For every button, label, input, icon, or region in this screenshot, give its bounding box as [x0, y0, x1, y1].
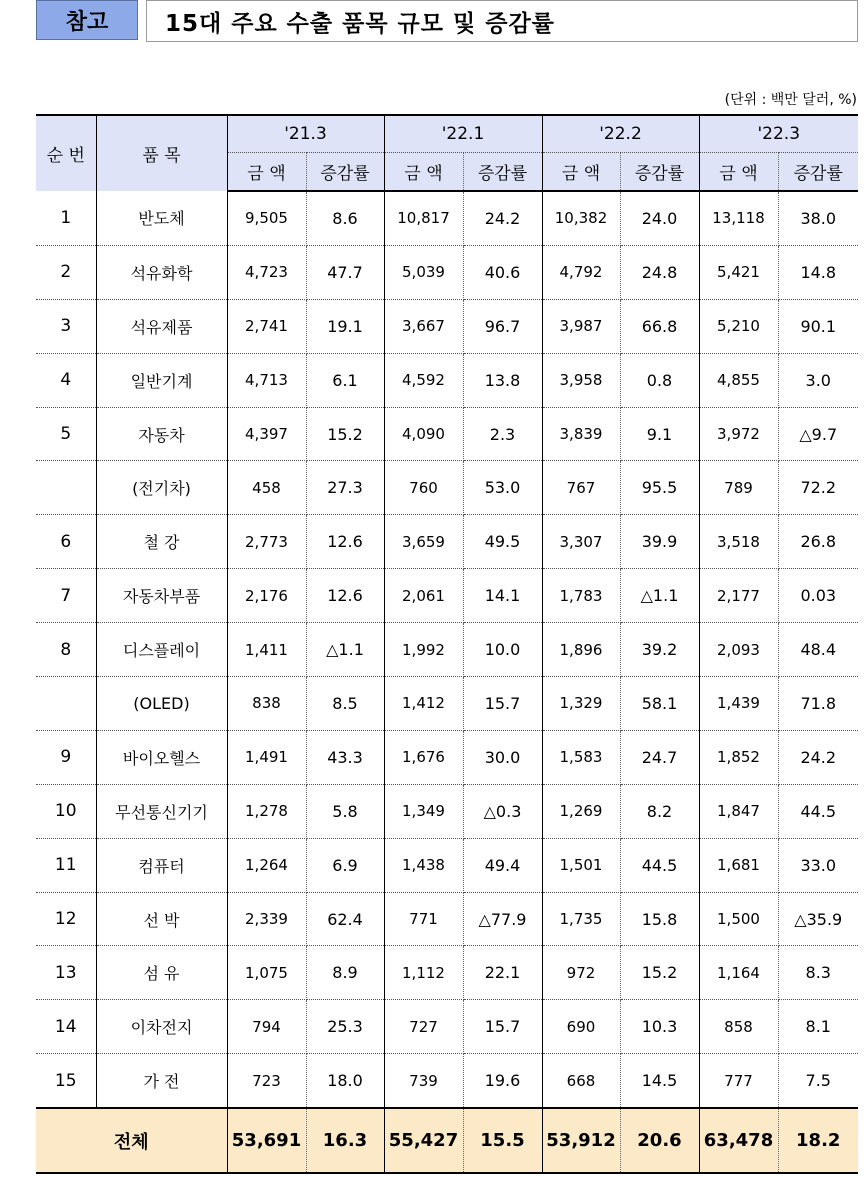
amount-cell: 5,210 [699, 299, 778, 353]
amount-cell: 1,681 [699, 838, 778, 892]
rate-cell: 8.6 [306, 191, 384, 245]
amount-cell: 13,118 [699, 191, 778, 245]
amount-cell: 727 [384, 1000, 463, 1054]
total-label: 전체 [36, 1108, 227, 1173]
table-row [36, 1054, 858, 1108]
row-number: 3 [36, 299, 96, 353]
row-item: 반도체 [96, 191, 227, 245]
row-item: (OLED) [96, 677, 227, 731]
rate-cell: 14.8 [778, 245, 858, 299]
amount-cell: 4,713 [227, 353, 306, 407]
rate-cell: 14.5 [620, 1054, 699, 1108]
amount-cell: 1,896 [542, 623, 620, 677]
row-item: 석유화학 [96, 245, 227, 299]
rate-cell: 13.8 [463, 353, 542, 407]
rate-cell: 44.5 [778, 784, 858, 838]
rate-cell: △1.1 [306, 623, 384, 677]
rate-cell: 10.0 [463, 623, 542, 677]
row-item: 일반기계 [96, 353, 227, 407]
row-number: 4 [36, 353, 96, 407]
table-row [36, 569, 858, 623]
row-item: 석유제품 [96, 299, 227, 353]
rate-cell: 0.03 [778, 569, 858, 623]
rate-cell: 19.1 [306, 299, 384, 353]
rate-cell: 12.6 [306, 515, 384, 569]
amount-cell: 1,349 [384, 784, 463, 838]
amount-cell: 1,847 [699, 784, 778, 838]
unit-note: (단위 : 백만 달러, %) [724, 92, 857, 108]
rate-cell: 12.6 [306, 569, 384, 623]
rate-cell: 72.2 [778, 461, 858, 515]
rate-cell: 19.6 [463, 1054, 542, 1108]
amount-cell: 4,592 [384, 353, 463, 407]
amount-cell: 794 [227, 1000, 306, 1054]
rate-cell: 24.8 [620, 245, 699, 299]
row-item: 섬 유 [96, 946, 227, 1000]
amount-cell: 458 [227, 461, 306, 515]
rate-cell: △0.3 [463, 784, 542, 838]
rate-cell: 48.4 [778, 623, 858, 677]
rate-cell: 15.2 [306, 407, 384, 461]
row-number: 2 [36, 245, 96, 299]
rate-cell: 66.8 [620, 299, 699, 353]
total-rate: 15.5 [463, 1108, 542, 1173]
amount-cell: 10,817 [384, 191, 463, 245]
amount-cell: 4,090 [384, 407, 463, 461]
amount-cell: 2,339 [227, 892, 306, 946]
total-amount: 53,912 [542, 1108, 620, 1173]
amount-cell: 767 [542, 461, 620, 515]
amount-cell: 1,278 [227, 784, 306, 838]
total-rate: 20.6 [620, 1108, 699, 1173]
amount-cell: 4,792 [542, 245, 620, 299]
amount-cell: 1,411 [227, 623, 306, 677]
amount-cell: 3,659 [384, 515, 463, 569]
rate-cell: 7.5 [778, 1054, 858, 1108]
rate-cell: 22.1 [463, 946, 542, 1000]
amount-cell: 3,987 [542, 299, 620, 353]
rate-cell: 3.0 [778, 353, 858, 407]
amount-cell: 1,438 [384, 838, 463, 892]
header-rate: 증감률 [306, 153, 384, 192]
row-item: 자동차 [96, 407, 227, 461]
total-amount: 63,478 [699, 1108, 778, 1173]
amount-cell: 1,329 [542, 677, 620, 731]
amount-cell: 739 [384, 1054, 463, 1108]
amount-cell: 972 [542, 946, 620, 1000]
header-period: '21.3 [227, 115, 384, 153]
rate-cell: 26.8 [778, 515, 858, 569]
page-title: 15대 주요 수출 품목 규모 및 증감률 [146, 0, 858, 42]
row-item: (전기차) [96, 461, 227, 515]
amount-cell: 2,773 [227, 515, 306, 569]
amount-cell: 3,958 [542, 353, 620, 407]
rate-cell: 49.5 [463, 515, 542, 569]
row-item: 가 전 [96, 1054, 227, 1108]
rate-cell: 6.1 [306, 353, 384, 407]
amount-cell: 3,839 [542, 407, 620, 461]
amount-cell: 3,972 [699, 407, 778, 461]
rate-cell: 38.0 [778, 191, 858, 245]
rate-cell: 95.5 [620, 461, 699, 515]
table-row [36, 245, 858, 299]
rate-cell: 39.9 [620, 515, 699, 569]
amount-cell: 1,583 [542, 730, 620, 784]
header-period: '22.1 [384, 115, 542, 153]
row-number [36, 461, 96, 515]
row-item: 철 강 [96, 515, 227, 569]
rate-cell: 96.7 [463, 299, 542, 353]
rate-cell: 58.1 [620, 677, 699, 731]
amount-cell: 1,992 [384, 623, 463, 677]
table-row [36, 353, 858, 407]
total-row [36, 1108, 858, 1173]
rate-cell: 44.5 [620, 838, 699, 892]
amount-cell: 1,501 [542, 838, 620, 892]
row-number: 11 [36, 838, 96, 892]
table-row [36, 299, 858, 353]
amount-cell: 4,723 [227, 245, 306, 299]
table-row [36, 515, 858, 569]
amount-cell: 10,382 [542, 191, 620, 245]
table-row [36, 461, 858, 515]
row-item: 무선통신기기 [96, 784, 227, 838]
rate-cell: 15.7 [463, 677, 542, 731]
rate-cell: 14.1 [463, 569, 542, 623]
rate-cell: 8.5 [306, 677, 384, 731]
amount-cell: 5,039 [384, 245, 463, 299]
rate-cell: 8.1 [778, 1000, 858, 1054]
rate-cell: 24.0 [620, 191, 699, 245]
row-number: 9 [36, 730, 96, 784]
row-item: 디스플레이 [96, 623, 227, 677]
rate-cell: 30.0 [463, 730, 542, 784]
rate-cell: 8.3 [778, 946, 858, 1000]
amount-cell: 3,307 [542, 515, 620, 569]
header-no: 순 번 [36, 115, 96, 191]
header-rate: 증감률 [463, 153, 542, 192]
amount-cell: 690 [542, 1000, 620, 1054]
rate-cell: 47.7 [306, 245, 384, 299]
rate-cell: 15.2 [620, 946, 699, 1000]
amount-cell: 1,269 [542, 784, 620, 838]
table-row [36, 677, 858, 731]
amount-cell: 1,500 [699, 892, 778, 946]
amount-cell: 760 [384, 461, 463, 515]
amount-cell: 789 [699, 461, 778, 515]
rate-cell: 90.1 [778, 299, 858, 353]
amount-cell: 2,061 [384, 569, 463, 623]
amount-cell: 1,164 [699, 946, 778, 1000]
amount-cell: 838 [227, 677, 306, 731]
amount-cell: 1,264 [227, 838, 306, 892]
row-item: 이차전지 [96, 1000, 227, 1054]
amount-cell: 1,491 [227, 730, 306, 784]
rate-cell: 9.1 [620, 407, 699, 461]
amount-cell: 858 [699, 1000, 778, 1054]
amount-cell: 723 [227, 1054, 306, 1108]
rate-cell: △9.7 [778, 407, 858, 461]
total-amount: 53,691 [227, 1108, 306, 1173]
rate-cell: 15.7 [463, 1000, 542, 1054]
total-rate: 16.3 [306, 1108, 384, 1173]
amount-cell: 4,397 [227, 407, 306, 461]
row-number: 10 [36, 784, 96, 838]
rate-cell: 53.0 [463, 461, 542, 515]
rate-cell: 24.2 [778, 730, 858, 784]
header-amount: 금 액 [699, 153, 778, 192]
header-amount: 금 액 [542, 153, 620, 192]
amount-cell: 1,075 [227, 946, 306, 1000]
amount-cell: 3,518 [699, 515, 778, 569]
table-row [36, 1000, 858, 1054]
rate-cell: 39.2 [620, 623, 699, 677]
rate-cell: 18.0 [306, 1054, 384, 1108]
row-number: 14 [36, 1000, 96, 1054]
header-rate: 증감률 [620, 153, 699, 192]
amount-cell: 1,735 [542, 892, 620, 946]
amount-cell: 1,112 [384, 946, 463, 1000]
amount-cell: 668 [542, 1054, 620, 1108]
rate-cell: 71.8 [778, 677, 858, 731]
row-number: 12 [36, 892, 96, 946]
table-row [36, 946, 858, 1000]
rate-cell: 6.9 [306, 838, 384, 892]
row-number: 15 [36, 1054, 96, 1108]
table-row [36, 892, 858, 946]
amount-cell: 771 [384, 892, 463, 946]
amount-cell: 4,855 [699, 353, 778, 407]
table-row [36, 191, 858, 245]
amount-cell: 2,177 [699, 569, 778, 623]
table-row [36, 784, 858, 838]
rate-cell: 8.2 [620, 784, 699, 838]
amount-cell: 1,852 [699, 730, 778, 784]
rate-cell: 43.3 [306, 730, 384, 784]
row-number: 6 [36, 515, 96, 569]
row-number: 8 [36, 623, 96, 677]
rate-cell: 24.2 [463, 191, 542, 245]
amount-cell: 5,421 [699, 245, 778, 299]
amount-cell: 1,783 [542, 569, 620, 623]
header-amount: 금 액 [384, 153, 463, 192]
title-bar [36, 0, 858, 42]
amount-cell: 2,176 [227, 569, 306, 623]
rate-cell: 33.0 [778, 838, 858, 892]
rate-cell: 15.8 [620, 892, 699, 946]
row-number: 1 [36, 191, 96, 245]
rate-cell: 49.4 [463, 838, 542, 892]
table-row [36, 407, 858, 461]
rate-cell: 2.3 [463, 407, 542, 461]
row-item: 선 박 [96, 892, 227, 946]
rate-cell: 40.6 [463, 245, 542, 299]
row-number [36, 677, 96, 731]
amount-cell: 9,505 [227, 191, 306, 245]
row-number: 13 [36, 946, 96, 1000]
amount-cell: 2,741 [227, 299, 306, 353]
total-amount: 55,427 [384, 1108, 463, 1173]
rate-cell: 24.7 [620, 730, 699, 784]
rate-cell: 62.4 [306, 892, 384, 946]
table-row [36, 730, 858, 784]
row-number: 7 [36, 569, 96, 623]
header-rate: 증감률 [778, 153, 858, 192]
rate-cell: 10.3 [620, 1000, 699, 1054]
rate-cell: 27.3 [306, 461, 384, 515]
rate-cell: 5.8 [306, 784, 384, 838]
rate-cell: 0.8 [620, 353, 699, 407]
row-number: 5 [36, 407, 96, 461]
rate-cell: △77.9 [463, 892, 542, 946]
table-row [36, 838, 858, 892]
amount-cell: 3,667 [384, 299, 463, 353]
rate-cell: 25.3 [306, 1000, 384, 1054]
row-item: 바이오헬스 [96, 730, 227, 784]
row-item: 컴퓨터 [96, 838, 227, 892]
header-amount: 금 액 [227, 153, 306, 192]
amount-cell: 2,093 [699, 623, 778, 677]
rate-cell: 8.9 [306, 946, 384, 1000]
amount-cell: 1,439 [699, 677, 778, 731]
header-period: '22.2 [542, 115, 699, 153]
rate-cell: △35.9 [778, 892, 858, 946]
table-row [36, 623, 858, 677]
amount-cell: 1,412 [384, 677, 463, 731]
total-rate: 18.2 [778, 1108, 858, 1173]
amount-cell: 1,676 [384, 730, 463, 784]
export-items-table [36, 114, 858, 1174]
amount-cell: 777 [699, 1054, 778, 1108]
rate-cell: △1.1 [620, 569, 699, 623]
header-period: '22.3 [699, 115, 858, 153]
reference-tag: 참고 [36, 0, 138, 40]
header-item: 품 목 [96, 115, 227, 191]
row-item: 자동차부품 [96, 569, 227, 623]
